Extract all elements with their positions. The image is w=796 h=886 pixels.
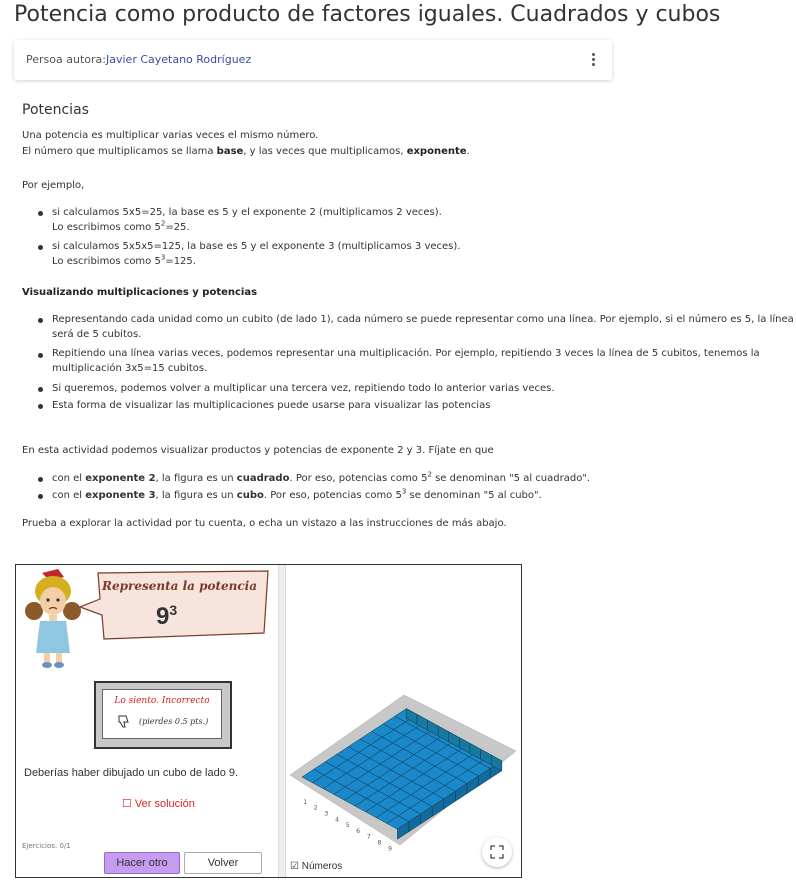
intro-line-1: Una potencia es multiplicar varias veces el mismo número.	[22, 130, 319, 141]
list-item: si calculamos 5x5x5=125, la base es 5 y el exponente 3 (multiplicamos 3 veces). Lo escribimos como $5^3=125$.	[52, 241, 461, 267]
bullet	[38, 477, 43, 482]
axis-tick-label: 7	[366, 833, 371, 841]
cube-3d-view[interactable]	[284, 565, 521, 877]
bullet	[38, 404, 43, 409]
author-link[interactable]: Javier Cayetano Rodríguez	[106, 53, 252, 66]
section-title: Potencias	[22, 102, 89, 118]
thumbs-down-icon	[117, 714, 131, 728]
viz-heading: Visualizando multiplicaciones y potencias	[22, 287, 258, 298]
axis-tick-label: 2	[313, 804, 318, 812]
bullet	[38, 353, 43, 358]
exercise-counter: Ejercicios: 0/1	[22, 842, 71, 850]
list-item: con el exponente 3, la figura es un cubo. Por eso, potencias como $5^3$ se denominan "5 al cubo".	[52, 487, 542, 501]
intro-line-2: El número que multiplicamos se llama base, y las veces que multiplicamos, exponente.	[22, 146, 470, 157]
axis-tick-label: 8	[377, 839, 382, 847]
applet-frame[interactable]	[15, 564, 522, 878]
fullscreen-icon	[482, 837, 512, 867]
bullet	[38, 245, 43, 250]
activity-intro: En esta actividad podemos visualizar productos y potencias de exponente 2 y 3. Fíjate en que	[22, 445, 494, 456]
try-again-button[interactable]: Hacer otro	[104, 852, 180, 874]
feedback-title: Lo siento. Incorrecto	[114, 696, 210, 706]
list-item: si calculamos 5x5=25, la base es 5 y el exponente 2 (multiplicamos 2 veces). Lo escribimos como $5^2=25$.	[52, 207, 442, 233]
bullet	[38, 211, 43, 216]
bubble-title: Representa la potencia	[102, 579, 258, 593]
result-message: Deberías haber dibujado un cubo de lado 9.	[24, 767, 239, 779]
list-item: Representando cada unidad como un cubito (de lado 1), cada número se puede representar como una línea. Por ejemplo, si el número es 5, la línea será de 5 cubitos.	[52, 314, 794, 340]
axis-tick-label: 4	[335, 816, 339, 824]
list-item: con el exponente 2, la figura es un cuadrado. Por eso, potencias como $5^2$ se denominan "5 al cuadrado".	[52, 470, 591, 484]
list-item: Esta forma de visualizar las multiplicaciones puede usarse para visualizar las potencias	[52, 400, 491, 411]
numbers-checkbox[interactable]: ☑ Números	[290, 861, 343, 872]
show-solution-checkbox[interactable]: ☐ Ver solución	[122, 798, 195, 810]
target-power: $9^3$	[156, 602, 178, 630]
feedback-points: (pierdes 0.5 pts.)	[139, 717, 209, 726]
axis-tick-label: 9	[388, 845, 392, 853]
example-label: Por ejemplo,	[22, 180, 85, 191]
bullet	[38, 318, 43, 323]
list-item: Repitiendo una línea varias veces, podemos representar una multiplicación. Por ejemplo, repitiendo 3 veces la línea de 5 cubitos, tenemos la multiplicación 3x5=15 cubitos.	[52, 348, 760, 374]
author-card	[14, 40, 612, 80]
axis-tick-label: 3	[324, 810, 329, 818]
more-options-icon[interactable]	[592, 53, 596, 67]
fullscreen-button[interactable]	[482, 837, 512, 867]
page-title: Potencia como producto de factores iguales. Cuadrados y cubos	[14, 2, 721, 27]
bullet	[38, 494, 43, 499]
axis-tick-label: 6	[356, 827, 361, 835]
feedback-box	[94, 681, 232, 749]
explore-text: Prueba a explorar la actividad por tu cuenta, o echa un vistazo a las instrucciones de más abajo.	[22, 518, 507, 529]
back-button[interactable]: Volver	[184, 852, 262, 874]
axis-tick-label: 5	[345, 822, 350, 830]
author-label: Persoa autora:	[26, 53, 106, 66]
axis-tick-label: 1	[303, 798, 308, 806]
list-item: Si queremos, podemos volver a multiplicar una tercera vez, repitiendo todo lo anterior varias veces.	[52, 383, 555, 394]
bullet	[38, 387, 43, 392]
